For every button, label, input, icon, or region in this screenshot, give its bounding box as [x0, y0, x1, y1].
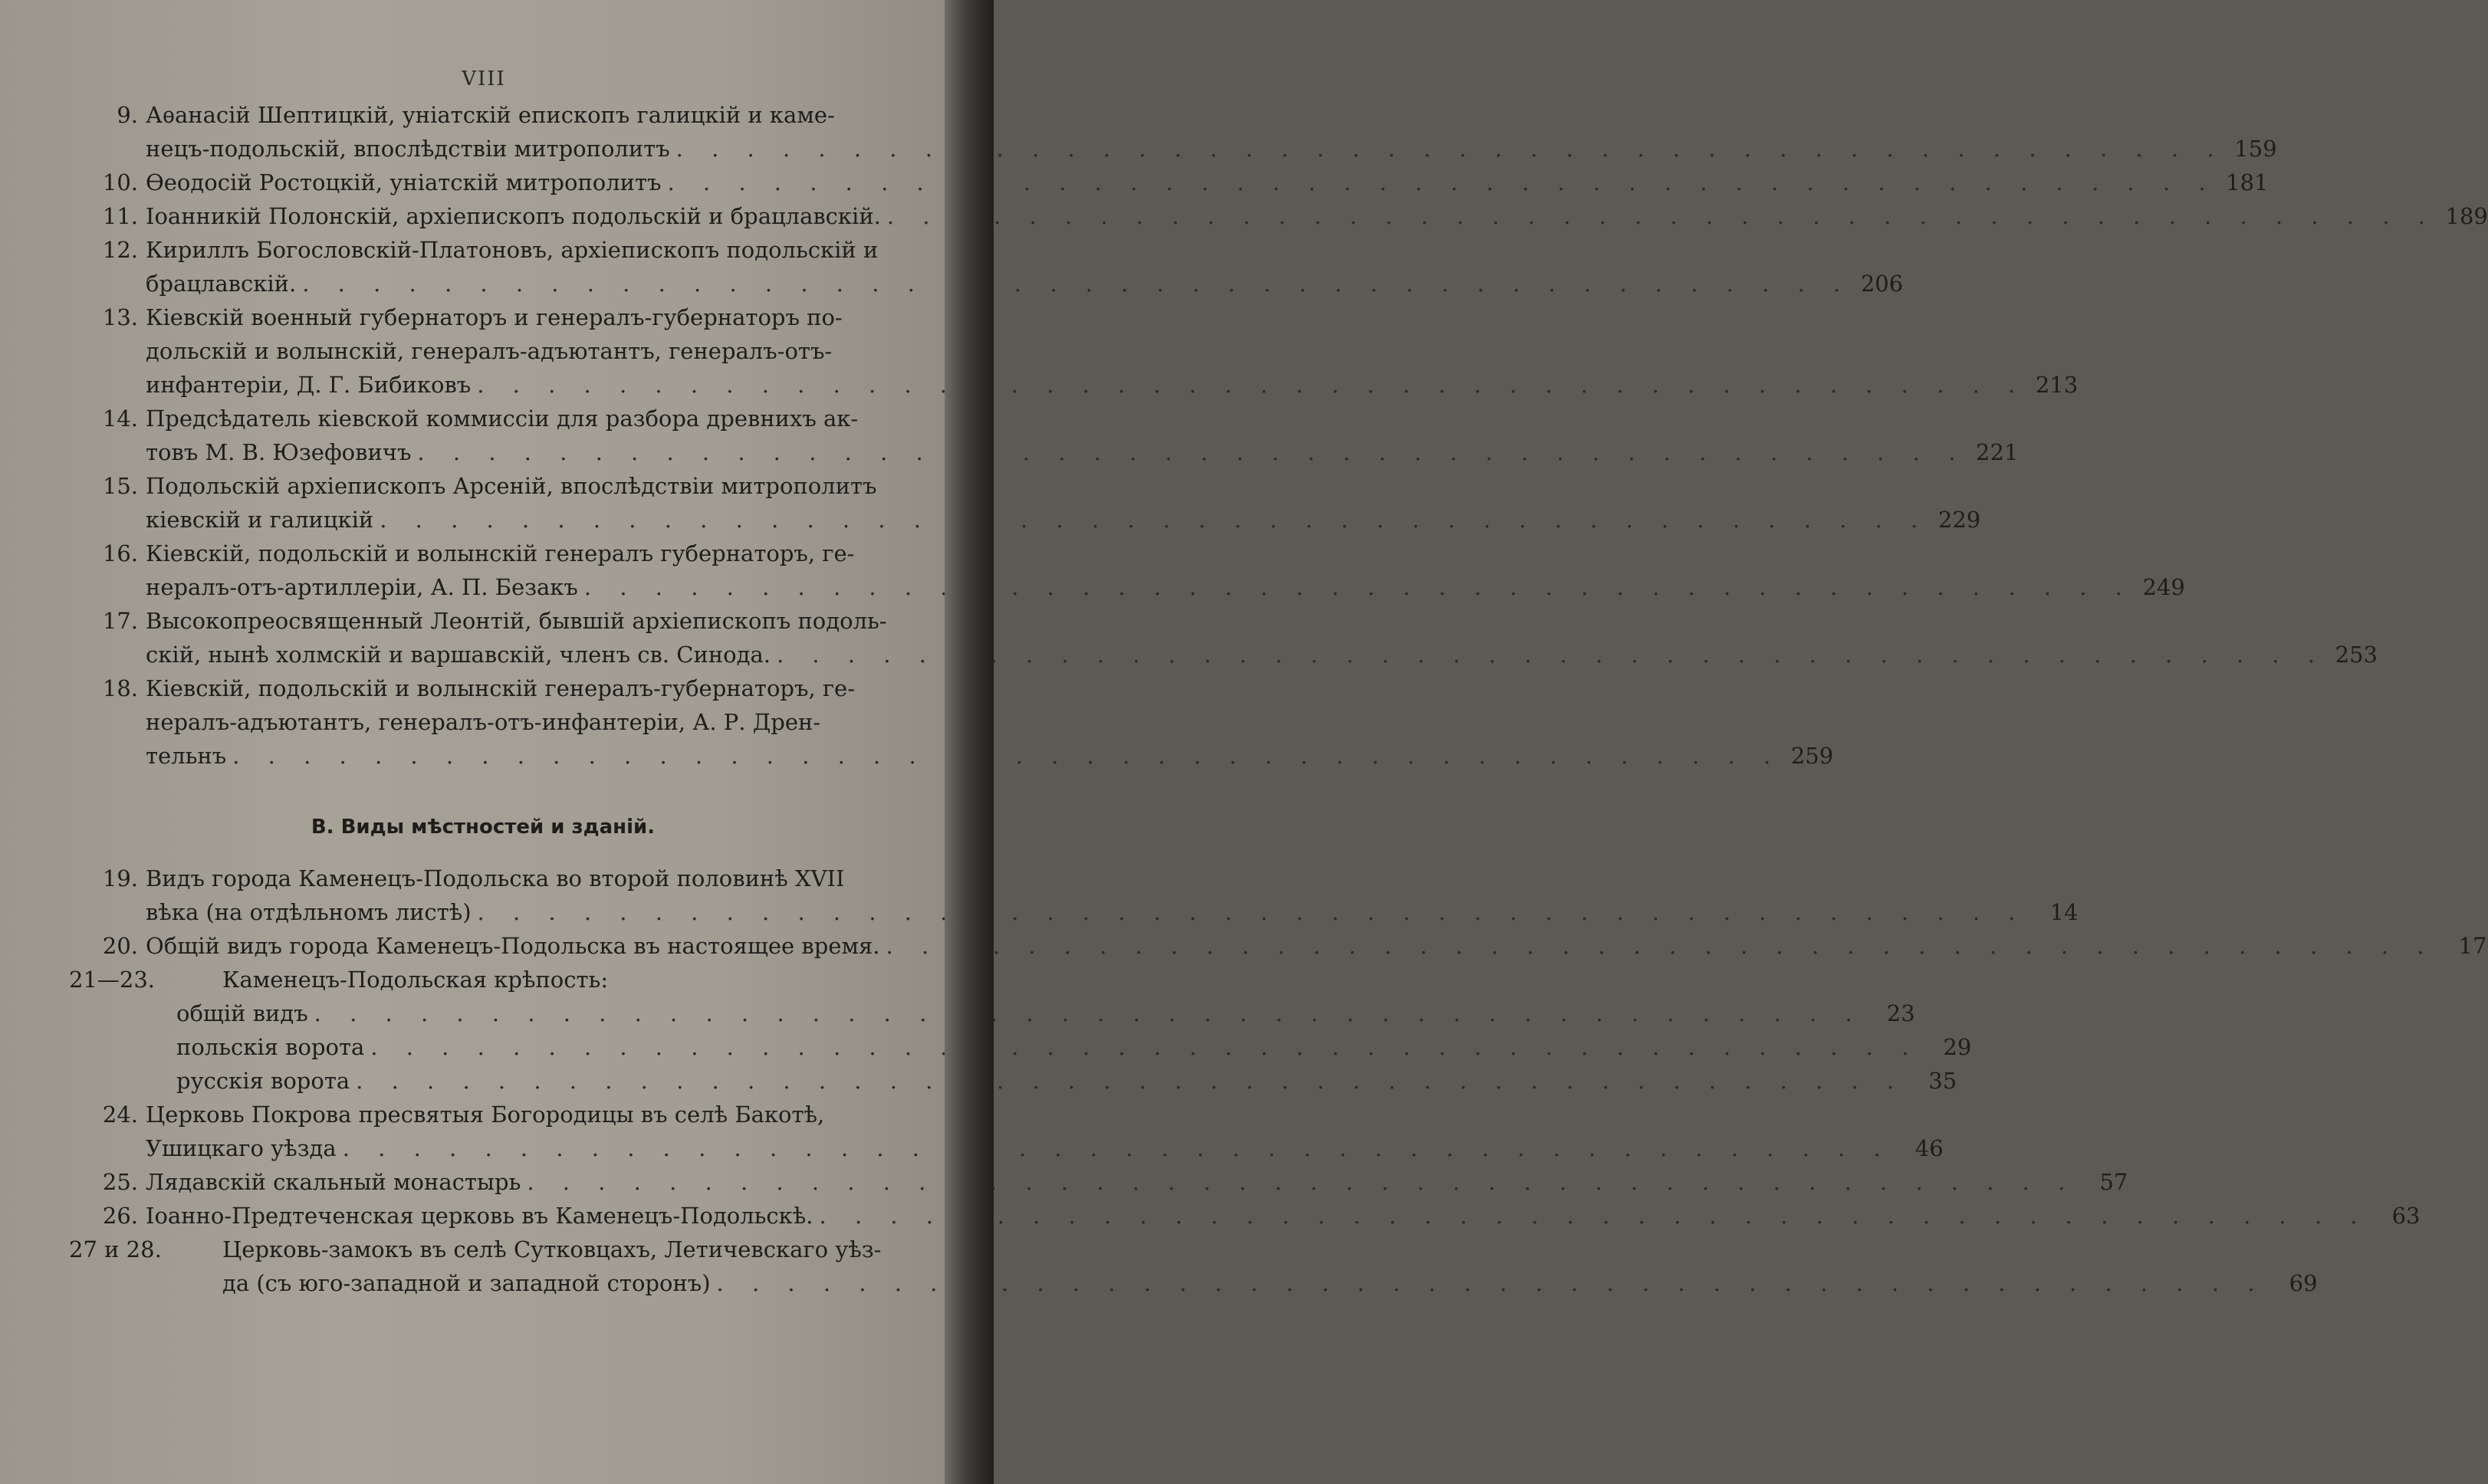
entry-body [146, 929, 2487, 963]
page-number: 29 [1943, 1034, 1972, 1060]
entry-text: скій, нынѣ холмскій и варшавскій, членъ св. Синода. [146, 642, 771, 668]
toc-entry [69, 1199, 2421, 1233]
entry-number: 9. [117, 102, 138, 128]
toc-entry [69, 929, 2487, 963]
entry-last-line [146, 638, 2378, 671]
page-number: 14 [2049, 899, 2079, 925]
page-number: 159 [2234, 136, 2277, 162]
page-number: 46 [1914, 1135, 1944, 1161]
entry-body [146, 862, 2079, 929]
toc-subentry [69, 996, 1915, 1030]
entry-number: 24. [102, 1102, 138, 1128]
entry-text: товъ М. В. Юзефовичъ [146, 439, 412, 465]
toc-entry [69, 604, 2378, 671]
page-folio: VIII [462, 67, 506, 90]
leader-dots [380, 503, 1928, 537]
entry-text: общій видъ [176, 1000, 308, 1026]
page-number: 189 [2445, 203, 2488, 229]
leader-dots [477, 368, 2026, 402]
leader-dots [584, 570, 2133, 604]
entry-text: Лядавскій скальный монастырь [146, 1169, 521, 1195]
entry-text: дольскій и волынскій, генералъ-адъютантъ, генералъ-отъ- [146, 338, 833, 364]
entry-body [146, 1199, 2421, 1233]
page-number: 259 [1790, 743, 1834, 769]
entry-text: Общій видъ города Каменецъ-Подольска въ настоящее время. [146, 933, 880, 959]
page-number: 206 [1860, 271, 1904, 297]
entry-text: Іоанникій Полонскій, архіепископъ подольскій и брацлавскій. [146, 203, 881, 229]
entry-body [146, 166, 2268, 199]
entry-number: 11. [102, 203, 138, 229]
entry-text: тельнъ [146, 743, 227, 769]
entry-text: Кіевскій, подольскій и волынскій генералъ-губернаторъ, ге- [146, 675, 856, 701]
page-number: 23 [1886, 1000, 1915, 1026]
leader-dots [820, 1199, 2368, 1233]
leader-dots [417, 435, 1966, 469]
entry-number: 27 и 28. [69, 1236, 162, 1262]
entry-body [222, 963, 897, 996]
entry-body [146, 300, 2078, 402]
entry-text: Подольскій архіепископъ Арсеній, впослѣдствіи митрополитъ [146, 473, 877, 499]
toc-entry [69, 671, 1834, 773]
entry-number: 15. [102, 473, 138, 499]
leader-dots [370, 1030, 1919, 1064]
entry-last-line [146, 895, 2079, 929]
page-number: 57 [2099, 1169, 2128, 1195]
leader-dots [676, 132, 2225, 166]
entry-text: Каменецъ-Подольская крѣпость: [222, 967, 609, 993]
leader-dots [667, 166, 2216, 199]
page-number: 63 [2391, 1203, 2421, 1229]
page-number: 17 [2458, 933, 2487, 959]
views-list [69, 862, 2487, 1300]
leader-dots [777, 638, 2325, 671]
toc-entry [69, 233, 1904, 300]
entry-text: кіевскій и галицкій [146, 507, 374, 533]
toc-entry [69, 1233, 2318, 1300]
entry-last-line [146, 1199, 2421, 1233]
page-number: 35 [1928, 1068, 1957, 1094]
page-number: 229 [1937, 507, 1981, 533]
entry-number: 18. [102, 675, 138, 701]
entry-body [146, 199, 2488, 233]
entry-number: 21—23. [69, 967, 156, 993]
toc-subentry [69, 1064, 1957, 1098]
entry-last-line [146, 1131, 1944, 1165]
entry-number: 16. [102, 540, 138, 566]
entry-body [146, 1165, 2128, 1199]
leader-dots [343, 1131, 1891, 1165]
leader-dots [232, 739, 1781, 773]
page-number: 253 [2335, 642, 2378, 668]
leader-dots [356, 1064, 1905, 1098]
book-gutter [945, 0, 994, 1484]
entry-number: 13. [102, 304, 138, 330]
entry-last-line [146, 570, 2185, 604]
entry-text: Ушицкаго уѣзда [146, 1135, 337, 1161]
toc-subentry [69, 1030, 1972, 1064]
table-of-contents [69, 98, 2488, 1300]
page-number: 249 [2142, 574, 2185, 600]
toc-entry [69, 300, 2079, 402]
entry-last-line [146, 166, 2268, 199]
entry-text: брацлавскій. [146, 271, 297, 297]
entry-text: нералъ-адъютантъ, генералъ-отъ-инфантеріи, А. Р. Дрен- [146, 709, 821, 735]
entry-text: польскія ворота [176, 1034, 365, 1060]
entry-last-line [146, 199, 2488, 233]
entry-body [146, 469, 1980, 537]
leader-dots [302, 267, 1851, 300]
entry-number: 19. [102, 865, 138, 891]
entry-body [146, 537, 2185, 604]
leader-dots [887, 199, 2436, 233]
entry-text: Кириллъ Богословскій-Платоновъ, архіепископъ подольскій и [146, 237, 879, 263]
entry-number: 25. [102, 1169, 138, 1195]
toc-entry [69, 199, 2488, 233]
entry-body [146, 402, 2018, 469]
entry-text: русскія ворота [176, 1068, 350, 1094]
leader-dots [478, 895, 2026, 929]
entry-body [146, 98, 2277, 166]
entry-number: 14. [102, 405, 138, 432]
entry-last-line [146, 435, 2018, 469]
entry-text: Видъ города Каменецъ-Подольска во второй половинѣ XVII [146, 865, 845, 891]
toc-entry [69, 963, 897, 996]
leader-dots [314, 996, 1863, 1030]
toc-entry [69, 537, 2185, 604]
entry-last-line [146, 1165, 2128, 1199]
entry-body [146, 1098, 1944, 1165]
entry-text: Кіевскій военный губернаторъ и генералъ-губернаторъ по- [146, 304, 843, 330]
toc-entry [69, 469, 1981, 537]
entry-number: 12. [102, 237, 138, 263]
toc-entry [69, 1098, 1944, 1165]
entry-text: Кіевскій, подольскій и волынскій генералъ губернаторъ, ге- [146, 540, 855, 566]
entry-last-line [222, 1266, 2318, 1300]
entry-last-line [176, 996, 1915, 1030]
entry-text: нералъ-отъ-артиллеріи, А. П. Безакъ [146, 574, 578, 600]
leader-dots [527, 1165, 2076, 1199]
page-number: 221 [1976, 439, 2019, 465]
toc-entry [69, 166, 2269, 199]
entry-number: 17. [102, 608, 138, 634]
toc-entry [69, 402, 2019, 469]
entry-number: 26. [102, 1203, 138, 1229]
entry-last-line [146, 132, 2277, 166]
entry-last-line [176, 1030, 1971, 1064]
entry-last-line [146, 368, 2078, 402]
page-number: 69 [2289, 1270, 2318, 1296]
entry-text: вѣка (на отдѣльномъ листѣ) [146, 899, 472, 925]
entry-text: Предсѣдатель кіевской коммиссіи для разбора древнихъ ак- [146, 405, 859, 432]
leader-dots [886, 929, 2435, 963]
entry-text: Церковь-замокъ въ селѣ Сутковцахъ, Летичевскаго уѣз- [222, 1236, 882, 1262]
entry-text: Ѳеодосій Ростоцкій, уніатскій митрополитъ [146, 169, 662, 195]
toc-entry [69, 862, 2079, 929]
entry-body [146, 233, 1903, 300]
entry-body [146, 604, 2378, 671]
page-number: 213 [2035, 372, 2079, 398]
entry-text: да (съ юго-западной и западной сторонъ) [222, 1270, 711, 1296]
entry-number: 20. [102, 933, 138, 959]
entry-last-line [146, 267, 1903, 300]
entry-last-line [146, 503, 1980, 537]
entry-text: Церковь Покрова пресвятыя Богородицы въ селѣ Бакотѣ, [146, 1102, 825, 1128]
entry-text: нецъ-подольскій, впослѣдствіи митрополитъ [146, 136, 670, 162]
page-number: 181 [2226, 169, 2269, 195]
entry-text: Аѳанасій Шептицкій, уніатскій епископъ галицкій и каме- [146, 102, 835, 128]
entry-text: инфантеріи, Д. Г. Бибиковъ [146, 372, 472, 398]
entry-last-line [146, 929, 2487, 963]
section-heading: В. Виды мѣстностей и зданій. [311, 816, 656, 839]
portrait-list [69, 98, 2488, 773]
entry-body [222, 1233, 2318, 1300]
toc-entry [69, 1165, 2128, 1199]
toc-entry [69, 98, 2277, 166]
entry-text: Высокопреосвященный Леонтій, бывшій архіепископъ подоль- [146, 608, 887, 634]
entry-last-line [176, 1064, 1957, 1098]
entry-text: Іоанно-Предтеченская церковь въ Каменецъ-Подольскѣ. [146, 1203, 813, 1229]
entry-number: 10. [102, 169, 138, 195]
